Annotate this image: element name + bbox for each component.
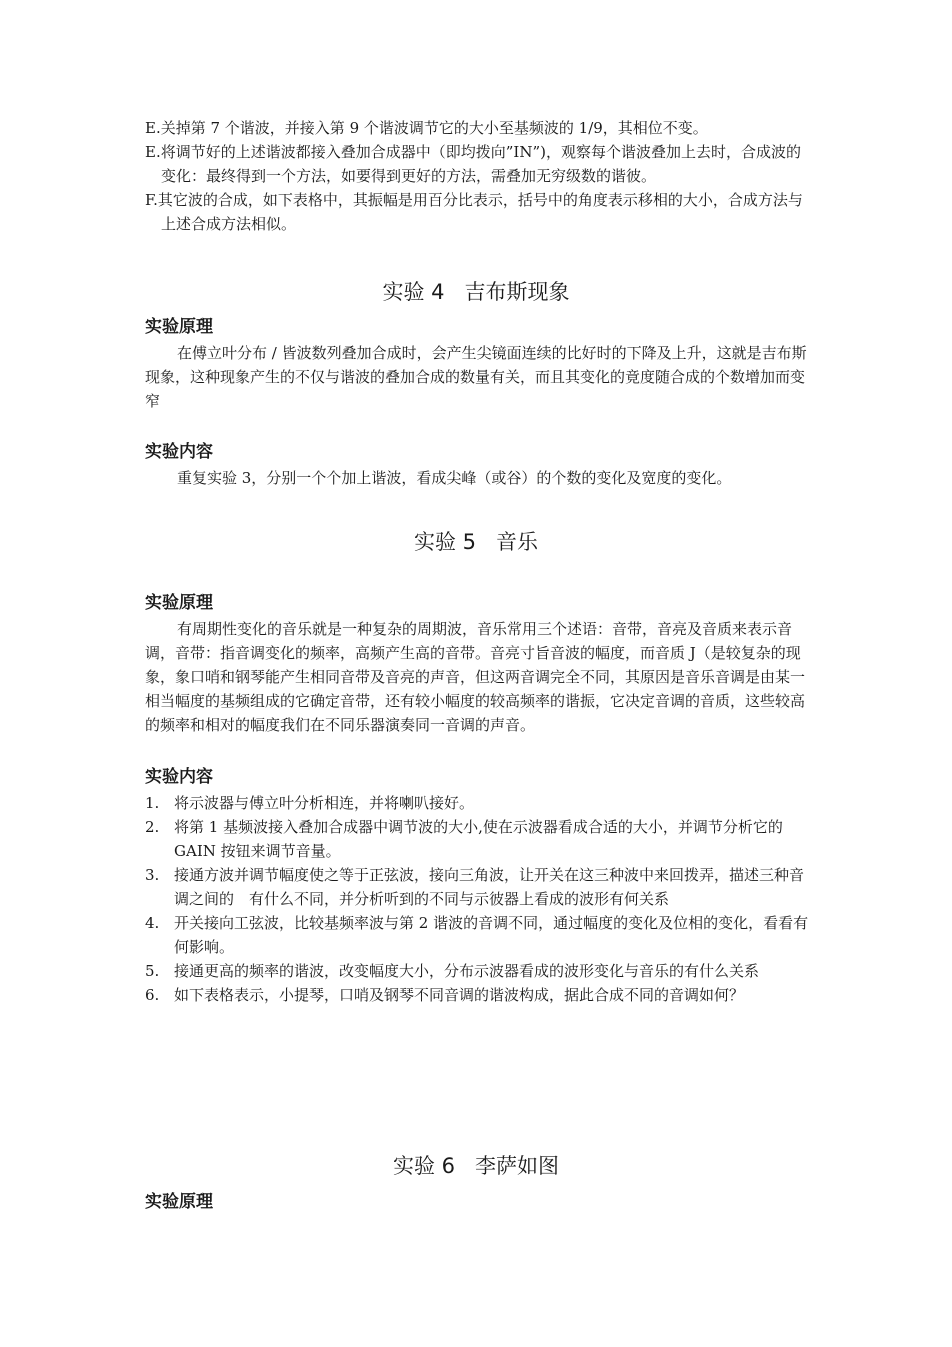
step-f-item: F.其它波的合成，如下表格中，其振幅是用百分比表示，括号中的角度表示移相的大小，合成方法与上述合成方法相似。 (145, 191, 803, 233)
exp6-principle-heading: 实验原理 (145, 1192, 213, 1212)
exp6-title (0, 1152, 952, 1180)
exp4-name: 吉布斯现象 (464, 280, 570, 304)
list-item: 4. 开关接向工弦波，比较基频率波与第 2 谐波的音调不同，通过幅度的变化及位相的变化，看看有何影响。 (145, 914, 809, 956)
list-item: 2. 将第 1 基频波接入叠加合成器中调节波的大小,使在示波器看成合适的大小，并调节分析它的 GAIN 按钮来调节音量。 (145, 818, 783, 860)
exp5-content-heading: 实验内容 (145, 767, 213, 787)
exp4-principle-heading: 实验原理 (145, 317, 213, 337)
previous-steps-list (145, 116, 813, 236)
exp5-title (0, 528, 952, 556)
exp5-principle-heading: 实验原理 (145, 593, 213, 613)
exp6-name: 李萨如图 (475, 1154, 560, 1178)
exp6-number: 实验 6 (392, 1154, 456, 1178)
exp5-steps (145, 791, 813, 1007)
exp5-principle-text: 有周期性变化的音乐就是一种复杂的周期波，音乐常用三个述语：音带，音亮及音质来表示音调，音带：指音调变化的频率，高频产生高的音带。音亮寸旨音波的幅度，而音质 J（是较复杂的现象，象口哨和钢琴能产生相同音带及音亮的声音，但这两音调完全不同，其原因是音乐音调是由某一相当幅度的基频组成的它确定音带，还有较小幅度的较高频率的谐振，它决定音调的音质，这些较高的频率和相对的幅度我们在不同乐器演奏同一音调的声音。 (145, 620, 806, 734)
exp5-number: 实验 5 (413, 530, 477, 554)
exp5-name: 音乐 (496, 530, 539, 554)
exp4-number: 实验 4 (382, 280, 445, 304)
list-item: 3. 接通方波并调节幅度使之等于正弦波，接向三角波，让开关在这三种波中来回拨弄，描述三种音调之间的 有什么不同，并分析听到的不同与示彼器上看成的波形有何关系 (145, 866, 805, 908)
step-e-item: E.关掉第 7 个谐波，并接入第 9 个谐波调节它的大小至基频波的 1/9，其相位不变。 (145, 119, 708, 137)
exp4-content-heading: 实验内容 (145, 442, 213, 462)
list-item: 5. 接通更高的频率的谐波，改变幅度大小，分布示波器看成的波形变化与音乐的有什么关系 (145, 962, 760, 980)
list-item: 1. 将示波器与傅立叶分析相连，并将喇叭接好。 (145, 794, 475, 812)
step-e2-item: E.将调节好的上述谐波都接入叠加合成器中（即均拨向”IN”)，观察每个谐波叠加上去时，合成波的变化：最终得到一个方法，如要得到更好的方法，需叠加无穷级数的谐彼。 (145, 143, 801, 185)
exp4-content-text: 重复实验 3，分别一个个加上谐波，看成尖峰（或谷）的个数的变化及宽度的变化。 (177, 469, 732, 487)
exp4-principle-text: 在傅立叶分布 / 皆波数列叠加合成时，会产生尖镜面连续的比好时的下降及上升，这就是吉布斯现象，这种现象产生的不仅与谐波的叠加合成的数量有关，而且其变化的竟度随合成的个数增加而变窄 (145, 344, 807, 410)
list-item: 6. 如下表格表示，小提琴，口哨及钢琴不同音调的谐波构成，据此合成不同的音调如何？ (145, 986, 745, 1004)
exp4-title (0, 278, 952, 306)
